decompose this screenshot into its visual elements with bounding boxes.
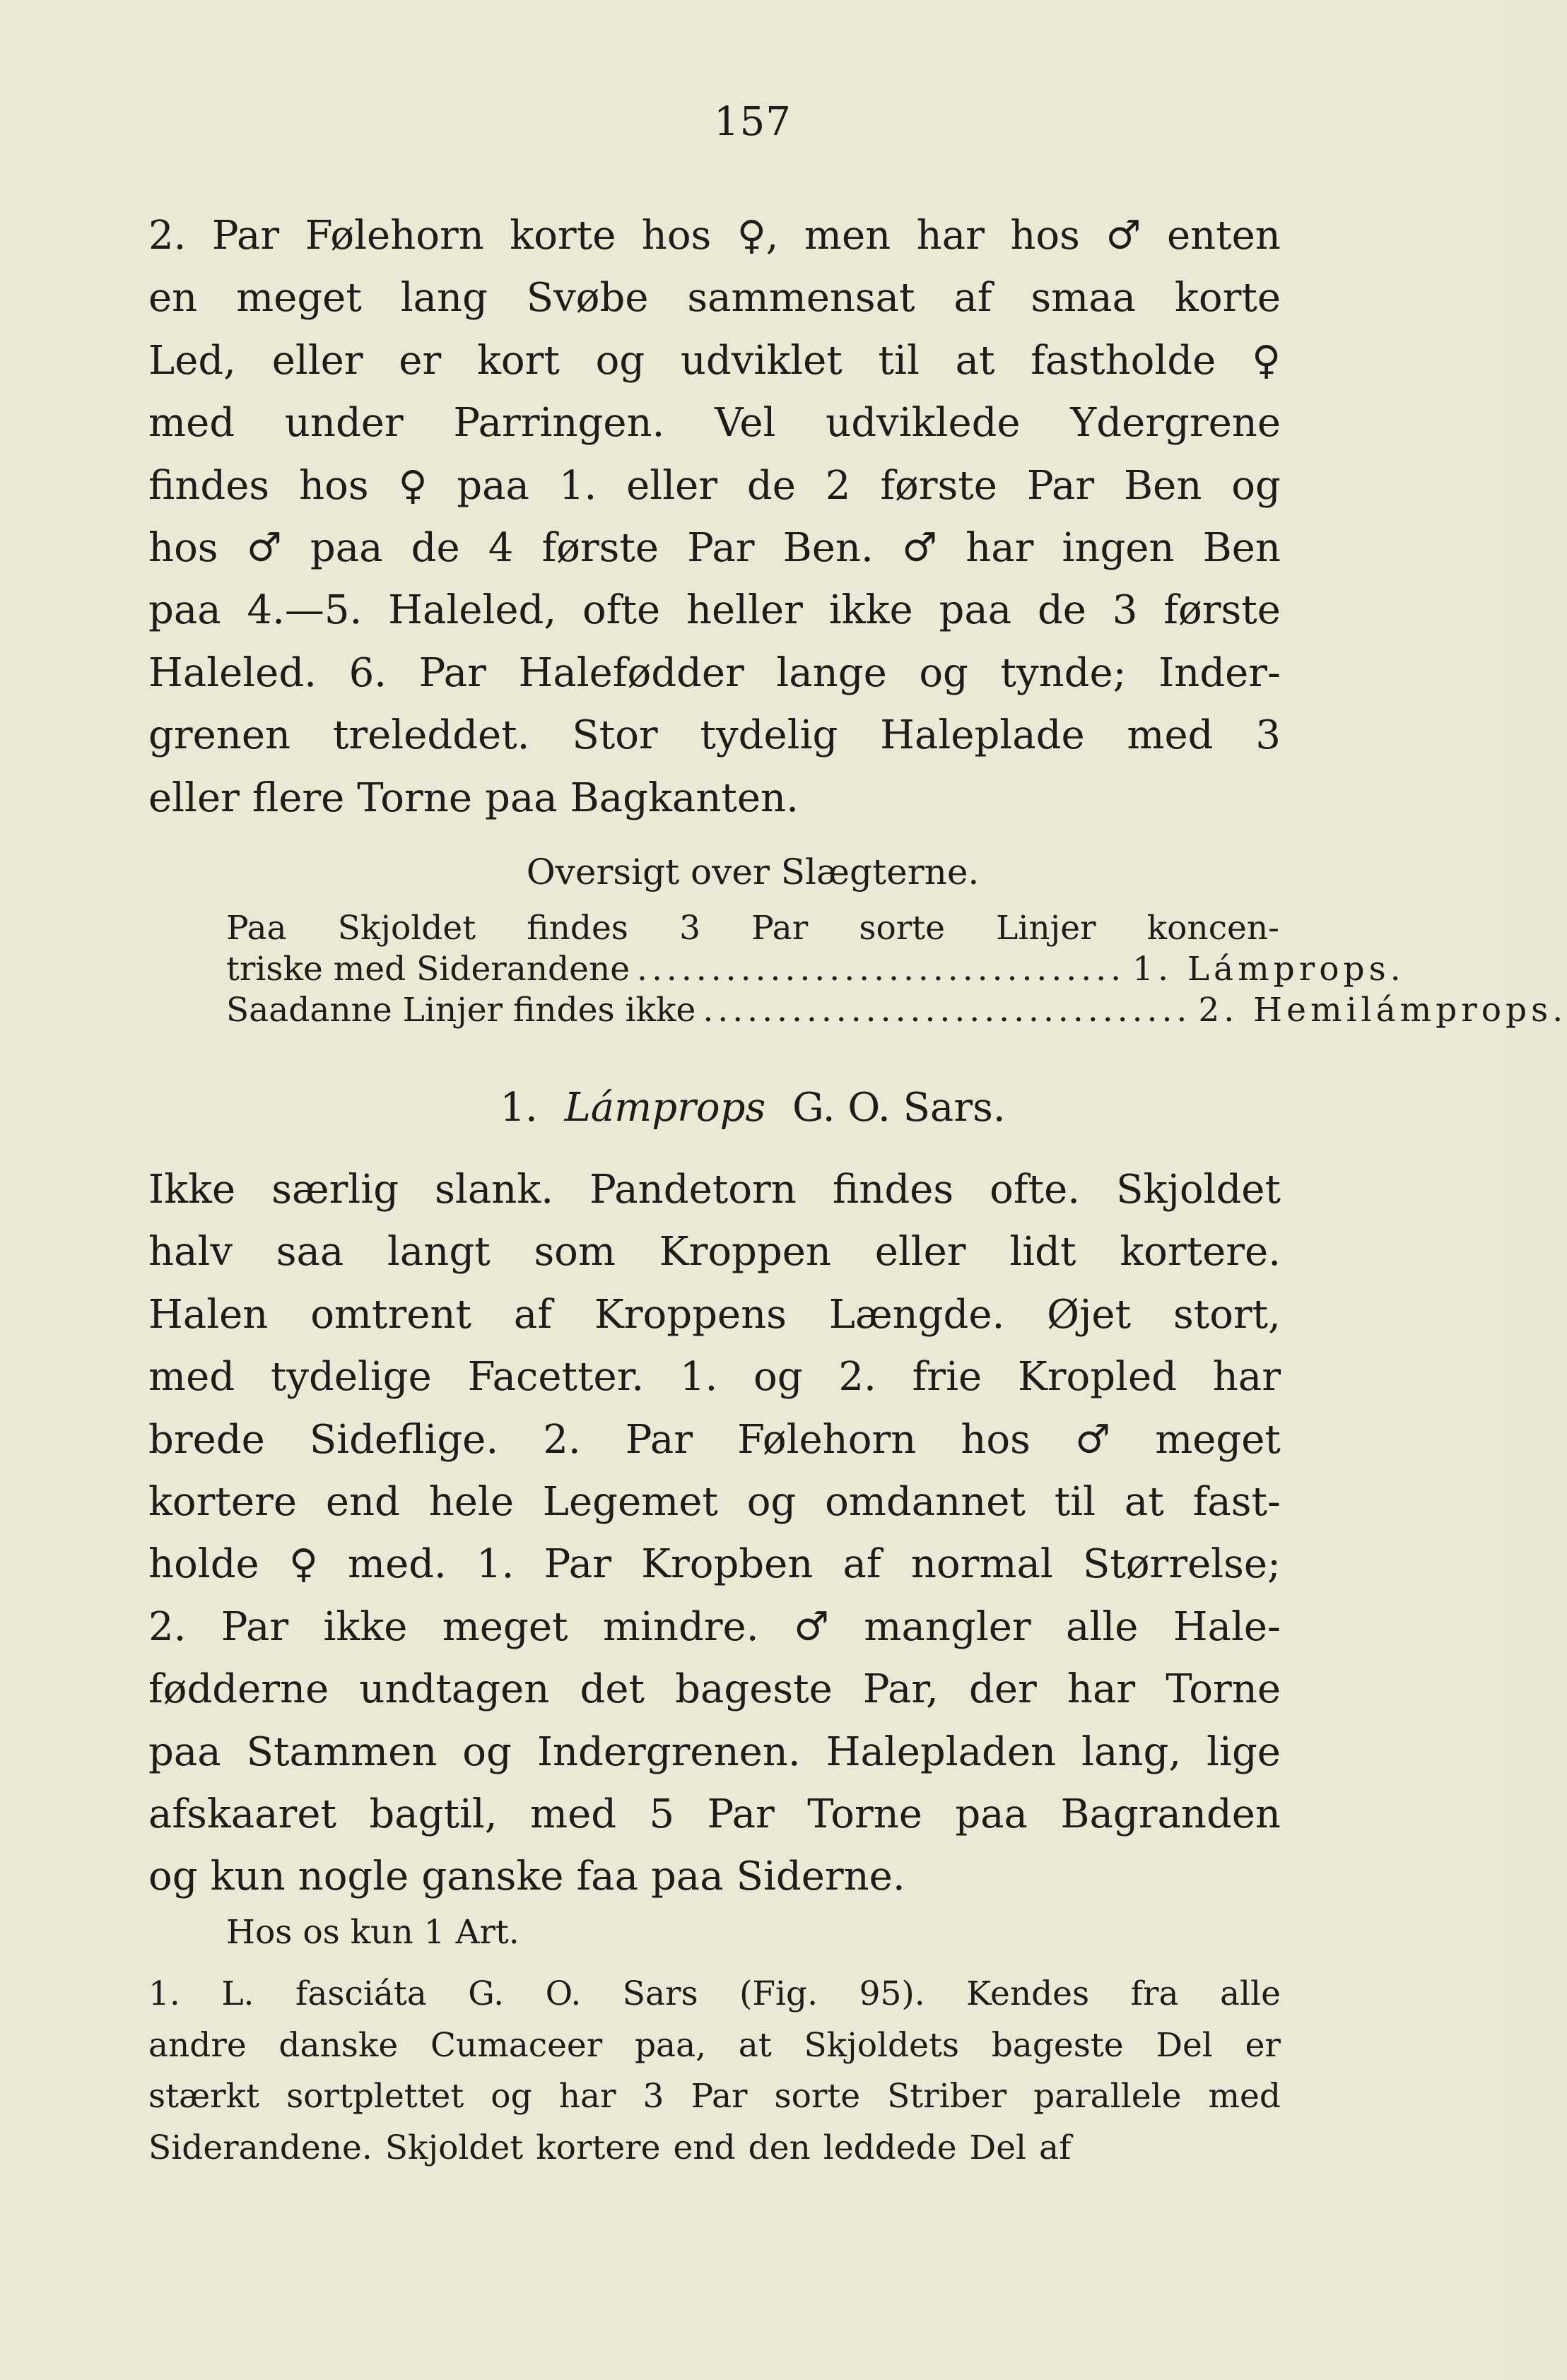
genus-line: og kun nogle ganske faa paa Siderne.: [148, 1854, 905, 1900]
intro-line: en meget lang Svøbe sammensat af smaa korte: [148, 275, 1281, 322]
species-line: 1. L. fasciáta G. O. Sars (Fig. 95). Kendes fra alle: [148, 1974, 1281, 2013]
genus-paragraph: [148, 1159, 1281, 1909]
key-entry-2-text: Saadanne Linjer findes ikke: [226, 991, 696, 1030]
species-paragraph: [148, 1969, 1281, 2174]
key-entry-2-result: 2. Hemilámprops.: [1198, 991, 1567, 1030]
leader-dots: .................................: [703, 991, 1192, 1030]
page-number: 157: [714, 99, 792, 145]
genus-line: halv saa langt som Kroppen eller lidt kortere.: [148, 1229, 1281, 1276]
genus-number: 1.: [500, 1085, 538, 1131]
intro-paragraph: [148, 205, 1281, 830]
species-line: Siderandene. Skjoldet kortere end den leddede Del af: [148, 2128, 1072, 2167]
intro-line: Haleled. 6. Par Halefødder lange og tynde; Inder-: [148, 649, 1281, 696]
species-count-note: Hos os kun 1 Art.: [226, 1913, 520, 1952]
genus-name: Lámprops: [564, 1085, 766, 1131]
intro-line: findes hos ♀ paa 1. eller de 2 første Par Ben og: [148, 462, 1281, 509]
species-line: andre danske Cumaceer paa, at Skjoldets bageste Del er: [148, 2025, 1281, 2065]
key-entry-1-text: Paa Skjoldet findes 3 Par sorte Linjer koncen-: [226, 909, 1279, 948]
genus-line: kortere end hele Legemet og omdannet til at fast-: [148, 1478, 1281, 1525]
genus-heading: [0, 1085, 1506, 1131]
intro-line: Led, eller er kort og udviklet til at fastholde ♀: [148, 337, 1281, 384]
intro-line: paa 4.—5. Haleled, ofte heller ikke paa de 3 første: [148, 587, 1281, 634]
leader-dots: .................................: [637, 950, 1126, 989]
key-entry-1-text-cont: triske med Siderandene: [226, 950, 630, 989]
overview-heading: Oversigt over Slægterne.: [526, 852, 980, 892]
key-entry-1-line-2: [226, 949, 1405, 990]
intro-line: grenen treleddet. Stor tydelig Haleplade med 3: [148, 712, 1281, 759]
genus-key: [226, 908, 1567, 1031]
intro-line: med under Parringen. Vel udviklede Ydergrene: [148, 400, 1281, 447]
key-entry-1-line-1: [226, 908, 1279, 949]
genus-line: Halen omtrent af Kroppens Længde. Øjet stort,: [148, 1291, 1281, 1338]
key-entry-1-result: 1. Lámprops.: [1132, 950, 1405, 989]
genus-line: paa Stammen og Indergrenen. Halepladen lang, lige: [148, 1728, 1281, 1775]
intro-line: hos ♂ paa de 4 første Par Ben. ♂ har ingen Ben: [148, 524, 1281, 571]
genus-line: holde ♀ med. 1. Par Kropben af normal Størrelse;: [148, 1541, 1281, 1588]
intro-line: 2. Par Følehorn korte hos ♀, men har hos ♂ enten: [148, 213, 1281, 259]
genus-line: Ikke særlig slank. Pandetorn findes ofte. Skjoldet: [148, 1167, 1281, 1213]
key-entry-2: [226, 990, 1567, 1031]
genus-line: brede Sideflige. 2. Par Følehorn hos ♂ meget: [148, 1416, 1281, 1463]
genus-line: fødderne undtagen det bageste Par, der har Torne: [148, 1666, 1281, 1713]
intro-line: eller flere Torne paa Bagkanten.: [148, 774, 799, 821]
genus-author: G. O. Sars.: [792, 1085, 1006, 1131]
genus-line: afskaaret bagtil, med 5 Par Torne paa Bagranden: [148, 1791, 1281, 1837]
genus-line: 2. Par ikke meget mindre. ♂ mangler alle Hale-: [148, 1603, 1281, 1650]
genus-line: med tydelige Facetter. 1. og 2. frie Kropled har: [148, 1354, 1281, 1401]
species-line: stærkt sortplettet og har 3 Par sorte Striber parallele med: [148, 2077, 1281, 2116]
